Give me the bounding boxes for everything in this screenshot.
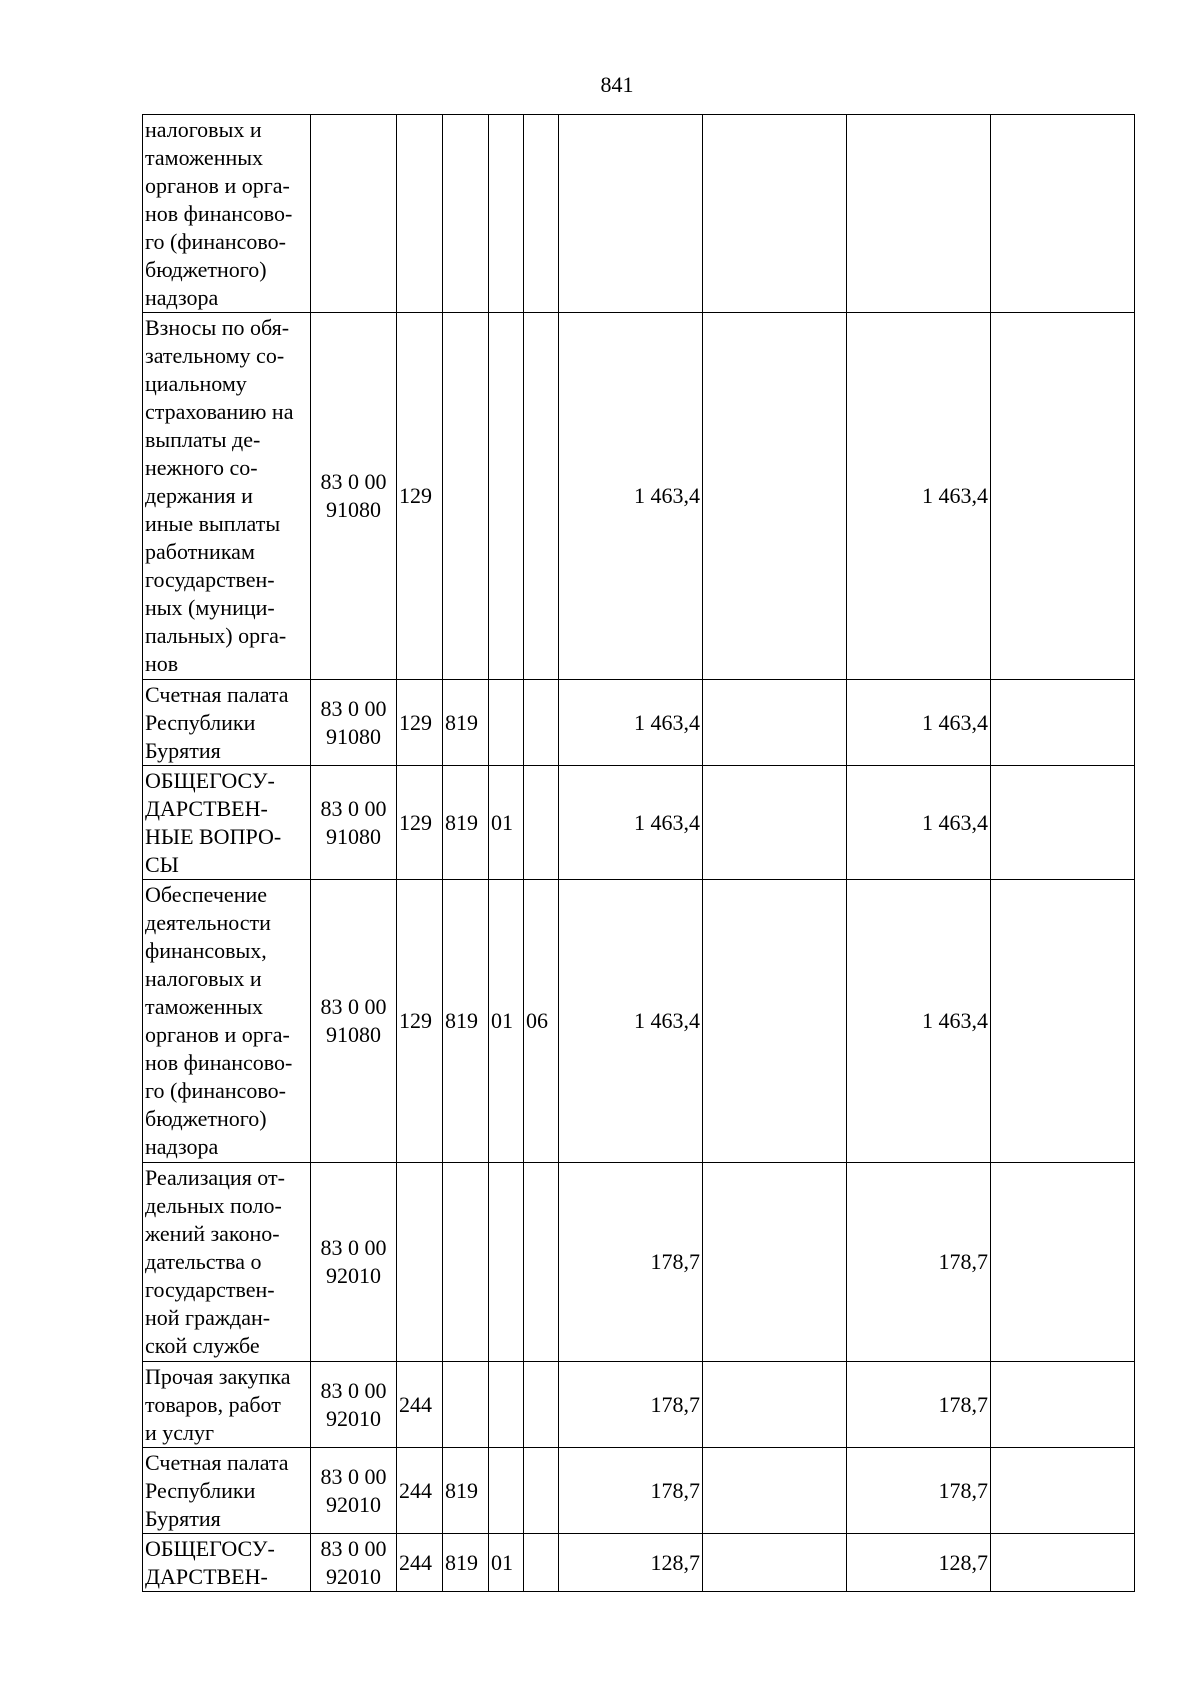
page-number: 841: [600, 72, 634, 97]
row-name: ОБЩЕГОСУ- ДАРСТВЕН- НЫЕ ВОПРО- СЫ: [143, 766, 311, 880]
amount-4: [991, 115, 1135, 313]
section-code: 01: [489, 1534, 524, 1592]
row-name: налоговых и таможенных органов и орга- нов финансово- го (финансово- бюджетного) надзора: [143, 115, 311, 313]
amount-3: 128,7: [847, 1534, 991, 1592]
expense-type-code: 244: [397, 1534, 443, 1592]
subsection-code: [524, 1534, 559, 1592]
table-row: [143, 766, 1135, 880]
amount-1: 1 463,4: [559, 880, 703, 1163]
amount-2: [703, 1534, 847, 1592]
row-name: ОБЩЕГОСУ- ДАРСТВЕН-: [143, 1534, 311, 1592]
amount-1: 128,7: [559, 1534, 703, 1592]
amount-1: 178,7: [559, 1163, 703, 1362]
amount-3: 178,7: [847, 1448, 991, 1534]
expense-type-code: 129: [397, 766, 443, 880]
amount-2: [703, 880, 847, 1163]
table-row: [143, 313, 1135, 680]
administrator-code: [443, 313, 489, 680]
amount-1: 1 463,4: [559, 766, 703, 880]
amount-3: 1 463,4: [847, 680, 991, 766]
subsection-code: [524, 1362, 559, 1448]
section-code: 01: [489, 880, 524, 1163]
expense-type-code: 244: [397, 1362, 443, 1448]
target-article-code: 83 0 00 91080: [311, 766, 397, 880]
subsection-code: [524, 680, 559, 766]
amount-2: [703, 1163, 847, 1362]
section-code: [489, 313, 524, 680]
amount-4: [991, 766, 1135, 880]
target-article-code: 83 0 00 92010: [311, 1448, 397, 1534]
table-row: [143, 1362, 1135, 1448]
amount-2: [703, 1448, 847, 1534]
subsection-code: [524, 766, 559, 880]
subsection-code: [524, 313, 559, 680]
target-article-code: 83 0 00 92010: [311, 1534, 397, 1592]
amount-1: 1 463,4: [559, 680, 703, 766]
target-article-code: 83 0 00 91080: [311, 880, 397, 1163]
row-name: Счетная палата Республики Бурятия: [143, 680, 311, 766]
expense-type-code: [397, 1163, 443, 1362]
table-row: [143, 115, 1135, 313]
section-code: 01: [489, 766, 524, 880]
budget-table: [142, 114, 1135, 1592]
amount-4: [991, 1448, 1135, 1534]
amount-2: [703, 115, 847, 313]
row-name: Взносы по обя- зательному со- циальному страхованию на выплаты де- нежного со- держания и иные выплаты работникам государствен- ных (муници- пальных) орга- нов: [143, 313, 311, 680]
administrator-code: 819: [443, 880, 489, 1163]
target-article-code: 83 0 00 92010: [311, 1362, 397, 1448]
expense-type-code: 129: [397, 680, 443, 766]
target-article-code: [311, 115, 397, 313]
target-article-code: 83 0 00 91080: [311, 313, 397, 680]
row-name: Прочая закупка товаров, работ и услуг: [143, 1362, 311, 1448]
amount-1: [559, 115, 703, 313]
subsection-code: [524, 115, 559, 313]
amount-3: 1 463,4: [847, 766, 991, 880]
amount-3: 178,7: [847, 1362, 991, 1448]
target-article-code: 83 0 00 91080: [311, 680, 397, 766]
table-row: [143, 880, 1135, 1163]
target-article-code: 83 0 00 92010: [311, 1163, 397, 1362]
section-code: [489, 680, 524, 766]
subsection-code: 06: [524, 880, 559, 1163]
amount-2: [703, 313, 847, 680]
section-code: [489, 1448, 524, 1534]
amount-4: [991, 1362, 1135, 1448]
amount-4: [991, 313, 1135, 680]
subsection-code: [524, 1448, 559, 1534]
table-row: [143, 1448, 1135, 1534]
amount-2: [703, 1362, 847, 1448]
amount-4: [991, 680, 1135, 766]
section-code: [489, 1163, 524, 1362]
expense-type-code: 129: [397, 313, 443, 680]
administrator-code: 819: [443, 1448, 489, 1534]
row-name: Счетная палата Республики Бурятия: [143, 1448, 311, 1534]
amount-4: [991, 1534, 1135, 1592]
administrator-code: 819: [443, 680, 489, 766]
amount-2: [703, 766, 847, 880]
expense-type-code: 129: [397, 880, 443, 1163]
amount-3: 1 463,4: [847, 313, 991, 680]
amount-3: 1 463,4: [847, 880, 991, 1163]
amount-4: [991, 1163, 1135, 1362]
table-body: [143, 115, 1135, 1592]
amount-3: [847, 115, 991, 313]
row-name: Обеспечение деятельности финансовых, налоговых и таможенных органов и орга- нов финансово- го (финансово- бюджетного) надзора: [143, 880, 311, 1163]
administrator-code: 819: [443, 1534, 489, 1592]
section-code: [489, 1362, 524, 1448]
table-row: [143, 1163, 1135, 1362]
amount-1: 1 463,4: [559, 313, 703, 680]
section-code: [489, 115, 524, 313]
subsection-code: [524, 1163, 559, 1362]
administrator-code: 819: [443, 766, 489, 880]
administrator-code: [443, 1362, 489, 1448]
amount-1: 178,7: [559, 1448, 703, 1534]
row-name: Реализация от- дельных поло- жений законо- дательства о государствен- ной граждан- ской службе: [143, 1163, 311, 1362]
amount-3: 178,7: [847, 1163, 991, 1362]
amount-4: [991, 880, 1135, 1163]
expense-type-code: [397, 115, 443, 313]
administrator-code: [443, 1163, 489, 1362]
expense-type-code: 244: [397, 1448, 443, 1534]
amount-2: [703, 680, 847, 766]
table-row: [143, 1534, 1135, 1592]
amount-1: 178,7: [559, 1362, 703, 1448]
table-row: [143, 680, 1135, 766]
administrator-code: [443, 115, 489, 313]
